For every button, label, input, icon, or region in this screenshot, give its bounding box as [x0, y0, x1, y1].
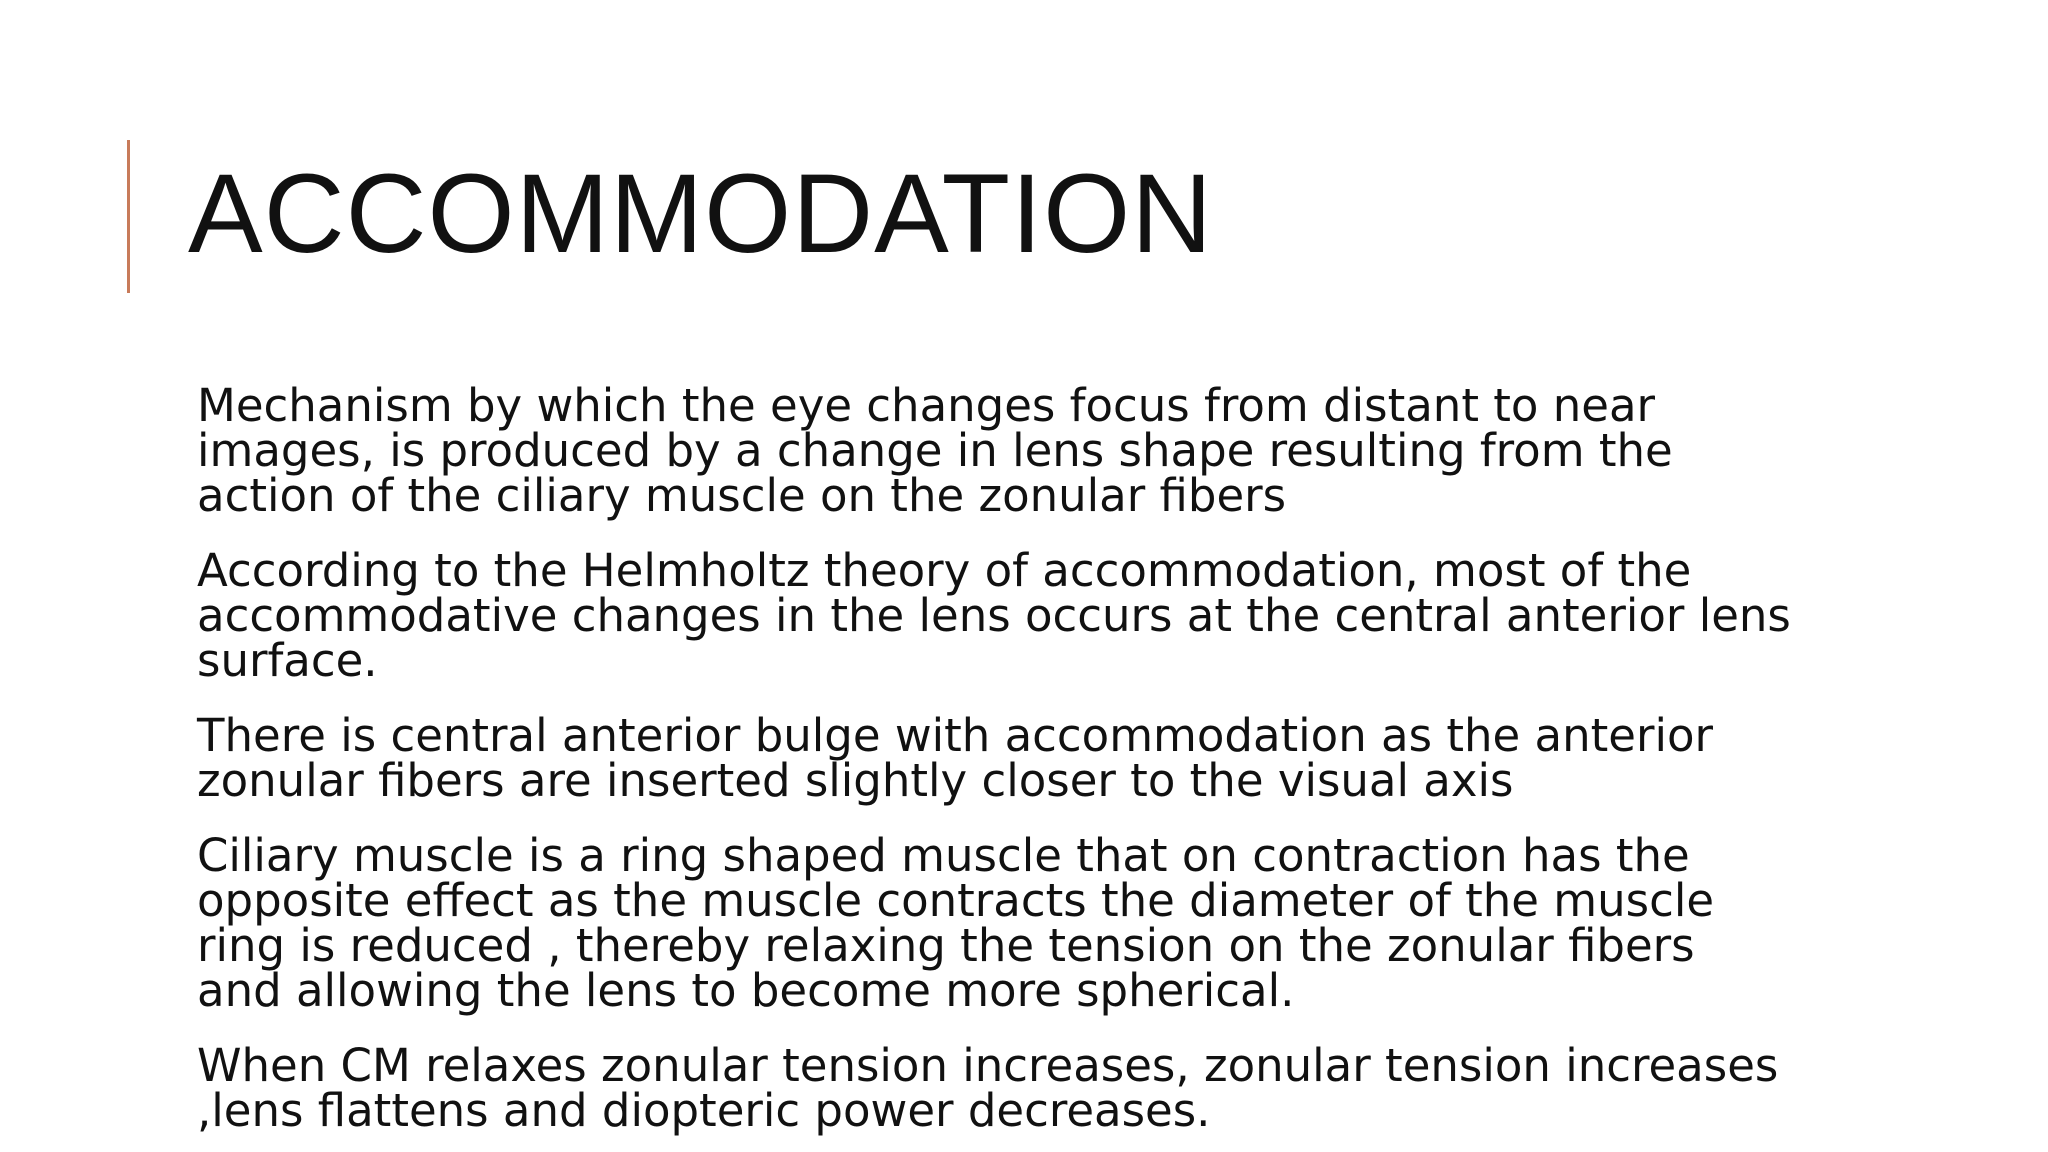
slide-title: ACCOMMODATION: [188, 151, 1214, 276]
paragraph-line: ,lens flattens and diopteric power decreases.: [197, 1084, 1211, 1137]
paragraph-line: Ciliary muscle is a ring shaped muscle that on contraction has the: [197, 829, 1690, 882]
paragraph-line: zonular fibers are inserted slightly closer to the visual axis: [197, 754, 1514, 807]
paragraph-line: Mechanism by which the eye changes focus from distant to near: [197, 379, 1656, 432]
paragraph-line: When CM relaxes zonular tension increases, zonular tension increases: [197, 1039, 1779, 1092]
paragraph-line: accommodative changes in the lens occurs at the central anterior lens: [197, 589, 1791, 642]
paragraph-line: action of the ciliary muscle on the zonular fibers: [197, 469, 1287, 522]
paragraph-4: [197, 829, 1837, 1017]
paragraph-1: [197, 379, 1837, 522]
paragraph-line: According to the Helmholtz theory of accommodation, most of the: [197, 544, 1692, 597]
title-accent-bar: [127, 140, 130, 293]
paragraph-3: [197, 709, 1837, 807]
paragraph-5: [197, 1039, 1837, 1137]
paragraph-line: surface.: [197, 634, 378, 687]
paragraph-line: opposite effect as the muscle contracts the diameter of the muscle: [197, 874, 1715, 927]
paragraph-line: images, is produced by a change in lens shape resulting from the: [197, 424, 1673, 477]
paragraph-line: and allowing the lens to become more spherical.: [197, 964, 1295, 1017]
slide-body: [197, 379, 1837, 1152]
paragraph-line: There is central anterior bulge with accommodation as the anterior: [197, 709, 1713, 762]
paragraph-line: ring is reduced , thereby relaxing the tension on the zonular fibers: [197, 919, 1695, 972]
paragraph-2: [197, 544, 1837, 687]
